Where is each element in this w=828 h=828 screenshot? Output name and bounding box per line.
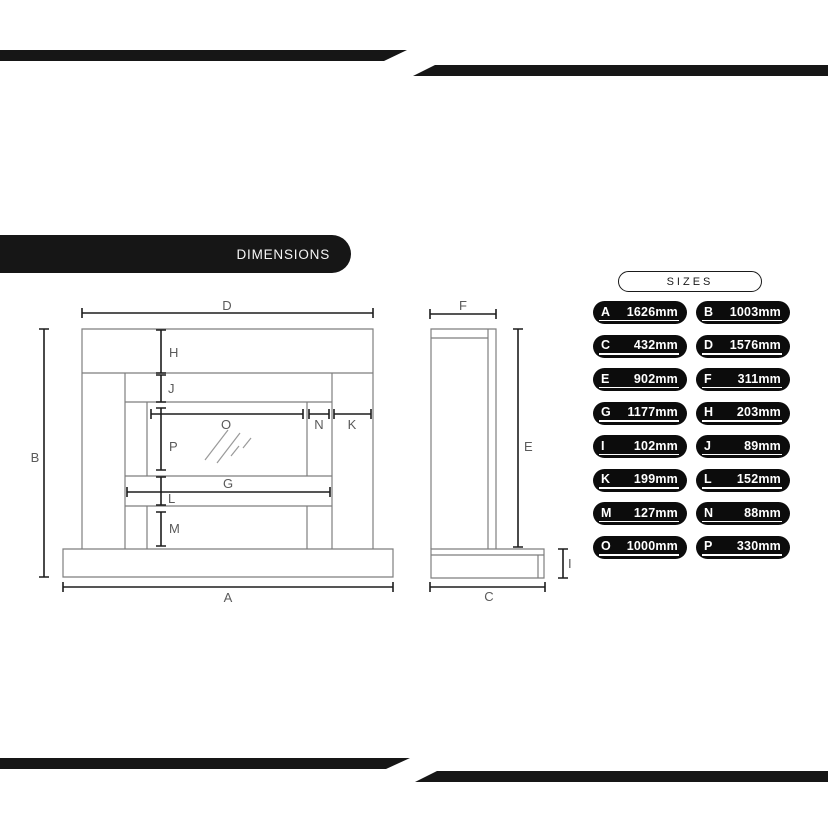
pill-underline [599, 487, 679, 489]
size-letter: C [601, 338, 611, 352]
label-I: I [568, 556, 572, 571]
size-letter: P [704, 539, 713, 553]
pill-underline [702, 387, 782, 389]
pill-underline [599, 320, 679, 322]
size-pill-O [593, 536, 687, 559]
label-L: L [168, 491, 176, 506]
glass-reflection-marks [205, 430, 251, 463]
pill-underline [599, 420, 679, 422]
size-value: 330mm [736, 539, 781, 553]
size-letter: K [601, 472, 611, 486]
pill-underline [599, 387, 679, 389]
size-value: 1000mm [626, 539, 678, 553]
front-view-drawing [63, 329, 393, 577]
size-pill-F [696, 368, 790, 391]
pill-underline [599, 353, 679, 355]
size-pill-P [696, 536, 790, 559]
label-O: O [220, 417, 232, 432]
label-K: K [347, 417, 357, 432]
pill-underline [702, 554, 782, 556]
size-letter: G [601, 405, 611, 419]
pill-underline [599, 454, 679, 456]
label-G: G [222, 476, 234, 491]
size-letter: O [601, 539, 611, 553]
size-letter: N [704, 505, 714, 520]
dim-arrow-L [156, 477, 166, 505]
size-letter: L [704, 472, 712, 486]
side-view-labels [459, 298, 572, 604]
size-letter: B [704, 304, 714, 319]
pill-underline [702, 420, 782, 422]
size-value: 199mm [633, 472, 678, 486]
label-B: B [30, 450, 40, 465]
dim-arrow-B [39, 329, 49, 577]
size-letter: M [601, 505, 612, 520]
size-pill-D [696, 335, 790, 358]
sizes-table [593, 301, 790, 559]
label-A: A [223, 590, 233, 605]
size-pill-I [593, 435, 687, 458]
dim-arrow-M [156, 512, 166, 546]
label-P: P [169, 439, 178, 454]
dimensions-banner-label: DIMENSIONS [236, 246, 330, 262]
size-value: 89mm [744, 438, 781, 453]
size-letter: F [704, 371, 712, 386]
size-value: 1626mm [626, 304, 678, 319]
dim-arrow-E [513, 329, 523, 547]
size-value: 102mm [633, 438, 678, 453]
size-value: 203mm [736, 405, 781, 419]
size-pill-A [593, 301, 687, 324]
label-C: C [484, 589, 494, 604]
size-value: 1177mm [627, 405, 678, 419]
size-value: 1576mm [729, 338, 781, 352]
label-F: F [459, 298, 467, 313]
label-N: N [314, 417, 324, 432]
size-pill-G [593, 402, 687, 425]
size-letter: I [601, 438, 605, 453]
pill-underline [702, 487, 782, 489]
sizes-header [618, 271, 762, 292]
label-M: M [169, 521, 180, 536]
size-pill-B [696, 301, 790, 324]
pill-underline [702, 353, 782, 355]
size-pill-N [696, 502, 790, 525]
label-D: D [222, 298, 232, 313]
size-pill-J [696, 435, 790, 458]
size-value: 1003mm [729, 304, 781, 319]
size-letter: D [704, 338, 714, 352]
pill-underline [702, 521, 782, 523]
size-pill-M [593, 502, 687, 525]
size-pill-L [696, 469, 790, 492]
size-pill-H [696, 402, 790, 425]
front-view-labels [31, 298, 357, 605]
size-value: 88mm [744, 505, 781, 520]
dim-arrow-P [156, 408, 166, 470]
size-letter: J [704, 438, 711, 453]
sizes-header-label: SIZES [666, 275, 714, 288]
dim-arrow-H [156, 330, 166, 373]
label-H: H [169, 345, 179, 360]
pill-underline [599, 554, 679, 556]
size-letter: A [601, 304, 611, 319]
dim-arrow-J [156, 375, 166, 402]
pill-underline [702, 320, 782, 322]
size-letter: E [601, 371, 610, 386]
label-J: J [168, 381, 175, 396]
size-letter: H [704, 405, 714, 419]
size-value: 127mm [633, 505, 678, 520]
dim-arrow-I [558, 549, 568, 578]
pill-underline [599, 521, 679, 523]
size-value: 432mm [633, 338, 678, 352]
size-value: 311mm [737, 371, 781, 386]
size-value: 152mm [736, 472, 781, 486]
size-pill-C [593, 335, 687, 358]
label-E: E [524, 439, 533, 454]
size-pill-K [593, 469, 687, 492]
size-pill-E [593, 368, 687, 391]
size-value: 902mm [633, 371, 678, 386]
pill-underline [702, 454, 782, 456]
